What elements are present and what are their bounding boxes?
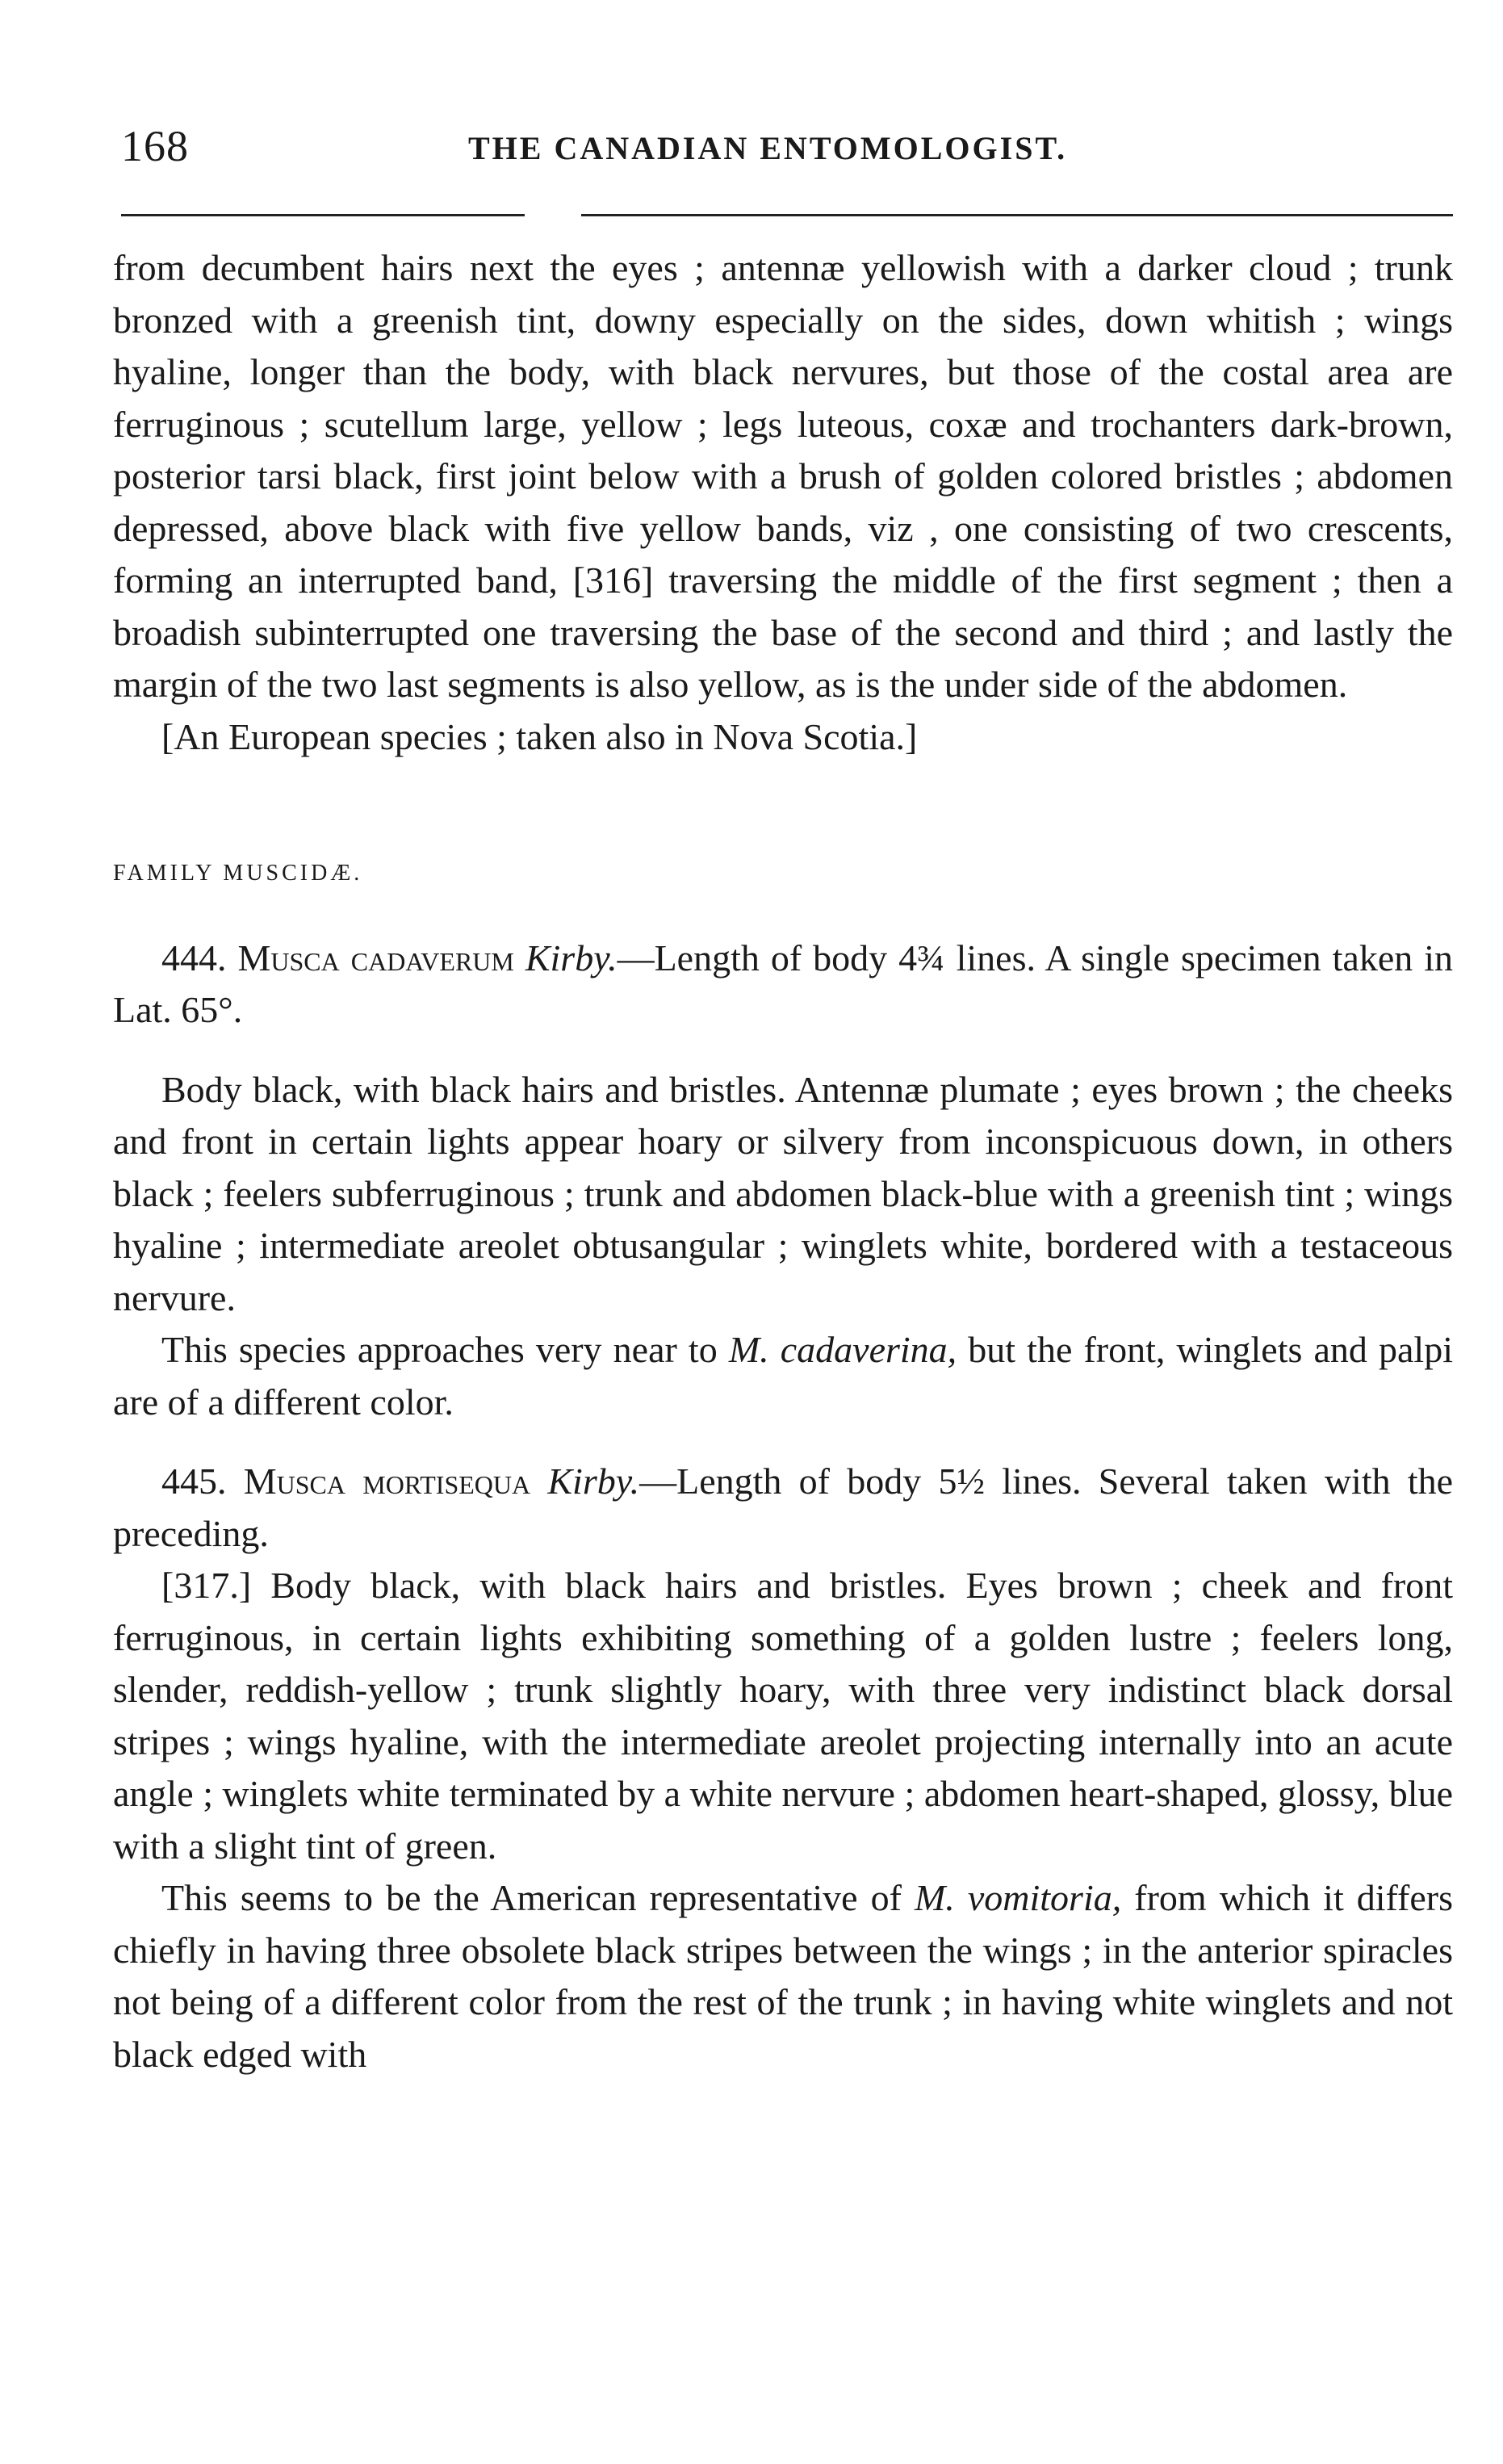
paragraph-gap — [113, 1037, 1453, 1064]
comparison-reference: M. cadaverina, — [728, 1329, 957, 1370]
family-heading: FAMILY MUSCIDÆ. — [113, 861, 363, 886]
species-entry — [113, 1456, 1453, 2081]
species-genus: Musca — [237, 937, 340, 978]
species-author: Kirby. — [525, 937, 618, 978]
species-body: Body black, with black hairs and bristles. Antennæ plumate ; eyes brown ; the cheeks and front in certain lights appear hoary or silvery from inconspicuous down, in others black ; feelers subferruginous ; trunk and abdomen black-blue with a greenish tint ; wings hyaline ; intermediate areolet obtusangular ; winglets white, bordered with a testaceous nervure. — [113, 1068, 1453, 1318]
species-comparison — [113, 1324, 1453, 1428]
body-text — [113, 242, 1453, 2081]
comparison-text: but the front, winglets and palpi are of a different color. — [113, 1329, 1453, 1423]
species-genus: Musca — [243, 1460, 346, 1502]
species-entry — [113, 932, 1453, 1429]
species-heading — [113, 932, 1453, 1037]
continuation-paragraph: from decumbent hairs next the eyes ; antennæ yellowish with a darker cloud ; trunk bronzed with a greenish tint, downy especially on the sides, down whitish ; wings hyaline, longer than the body, with black nervures, but those of the costal area are ferruginous ; scutellum large, yellow ; legs luteous, coxæ and trochanters dark-brown, posterior tarsi black, first joint below with a brush of golden colored bristles ; abdomen depressed, above black with five yellow bands, viz , one consisting of two crescents, forming an interrupted band, [316] traversing the middle of the first segment ; then a broadish subinterrupted one traversing the base of the second and third ; and lastly the margin of the two last segments is also yellow, as is the under side of the abdomen. — [113, 247, 1453, 705]
page-number: 168 — [121, 122, 189, 170]
running-head: THE CANADIAN ENTOMOLOGIST. — [468, 130, 1068, 166]
header-rule-left — [121, 214, 525, 216]
species-number: 444. — [161, 937, 227, 978]
species-epithet: mortisequa — [362, 1460, 531, 1502]
comparison-text: from which it differs chiefly in having three obsolete black stripes between the wings ; in the anterior spiracles not being of a different color from the rest of the trunk ; in having white winglets and not black edged with — [113, 1877, 1454, 2075]
comparison-text: This species approaches very near to — [161, 1329, 729, 1370]
species-heading — [113, 1456, 1453, 1560]
section-gap — [113, 1428, 1453, 1456]
header-rule-right — [581, 214, 1453, 216]
species-body: [317.] Body black, with black hairs and bristles. Eyes brown ; cheek and front ferruginous, in certain lights exhibiting something of a golden lustre ; feelers long, slender, reddish-yellow ; trunk slightly hoary, with three very indistinct black dorsal stripes ; wings hyaline, with the intermediate areolet projecting internally into an acute angle ; winglets white terminated by a white nervure ; abdomen heart-shaped, glossy, blue with a slight tint of green. — [113, 1565, 1453, 1867]
species-comparison — [113, 1872, 1453, 2081]
comparison-text: This seems to be the American representative of — [161, 1877, 915, 1918]
species-author: Kirby. — [547, 1460, 640, 1502]
species-description: —Length of body 4¾ lines. A single specimen taken in Lat. 65°. — [113, 937, 1454, 1030]
species-number: 445. — [161, 1460, 227, 1502]
page-header — [113, 121, 1453, 186]
species-description: —Length of body 5½ lines. Several taken with the preceding. — [113, 1460, 1454, 1554]
species-epithet: cadaverum — [350, 937, 514, 978]
comparison-reference: M. vomitoria, — [914, 1877, 1122, 1918]
continuation-note: [An European species ; taken also in Nova Scotia.] — [161, 715, 918, 757]
